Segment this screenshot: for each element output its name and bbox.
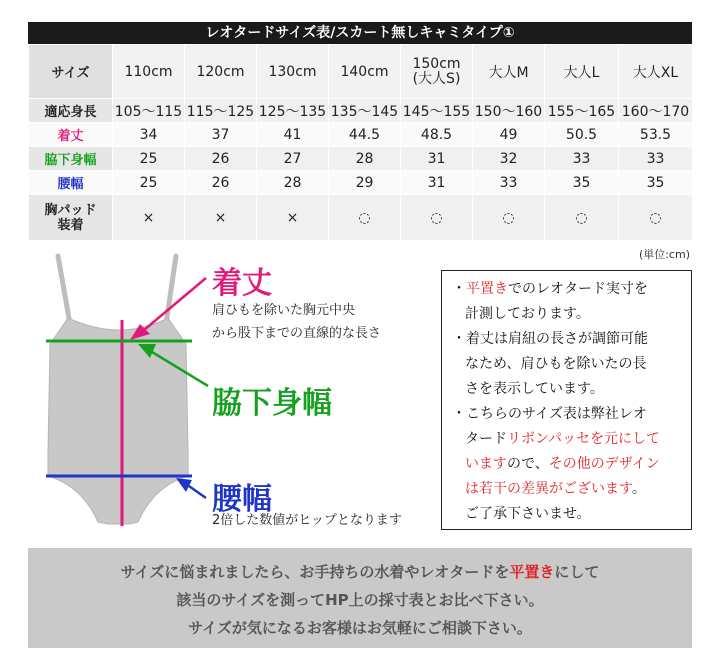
flat-lay-highlight: 平置き: [466, 281, 508, 297]
table-cell: 35: [545, 171, 619, 195]
row-label: 適応身長: [29, 99, 113, 123]
table-row-chest: [29, 147, 693, 171]
table-cell: 35: [619, 171, 693, 195]
table-cell: 37: [185, 123, 257, 147]
row-label-pad: [29, 195, 113, 241]
table-cell: 26: [185, 171, 257, 195]
table-header-row: [29, 45, 693, 99]
note-line: なため、肩ひもを除いたの長: [465, 356, 647, 372]
table-cell: 41: [257, 123, 329, 147]
note-line: ・平置きでのレオタード実寸を: [452, 281, 648, 297]
table-cell: ◌: [545, 195, 619, 241]
table-cell: 125〜135: [257, 99, 329, 123]
table-cell: 33: [619, 147, 693, 171]
flat-lay-highlight: 平置き: [509, 563, 555, 581]
table-cell: 34: [113, 123, 185, 147]
size-cell: 140cm: [329, 45, 401, 99]
table-cell: 25: [113, 147, 185, 171]
table-cell: 145〜155: [401, 99, 473, 123]
table-cell: 28: [329, 147, 401, 171]
table-cell: 28: [257, 171, 329, 195]
table-cell: 33: [545, 147, 619, 171]
advice-banner: [28, 548, 692, 648]
pad-label-line: 胸パッド: [44, 202, 97, 218]
table-cell: 31: [401, 147, 473, 171]
table-cell: ◌: [619, 195, 693, 241]
table-cell: 53.5: [619, 123, 693, 147]
table-cell: 26: [185, 147, 257, 171]
table-cell: ◌: [401, 195, 473, 241]
table-cell: ◌: [473, 195, 545, 241]
table-cell: 160〜170: [619, 99, 693, 123]
hip-desc: 2倍した数値がヒップとなります: [212, 513, 402, 528]
table-cell: 135〜145: [329, 99, 401, 123]
table-cell: 155〜165: [545, 99, 619, 123]
table-cell: 27: [257, 147, 329, 171]
size-cell: 130cm: [257, 45, 329, 99]
size-cell: 110cm: [113, 45, 185, 99]
table-cell: ×: [185, 195, 257, 241]
banner-line: サイズに悩まれましたら、お手持ちの水着やレオタードを平置きにして: [120, 563, 600, 581]
length-title: 着丈: [212, 266, 272, 301]
notes-box: [441, 270, 692, 530]
row-label: 着丈: [29, 123, 113, 147]
size-sub: (大人S): [412, 70, 461, 87]
note-line: さを表示しています。: [465, 381, 604, 397]
row-label: 腰幅: [29, 171, 113, 195]
size-cell: 120cm: [185, 45, 257, 99]
size-main: 150cm: [412, 55, 461, 72]
note-line: いますので、その他のデザイン: [465, 456, 660, 472]
table-cell: 44.5: [329, 123, 401, 147]
table-row-length: [29, 123, 693, 147]
right-strap: [166, 256, 176, 324]
size-table: [28, 44, 693, 241]
table-cell: 29: [329, 171, 401, 195]
size-cell: 大人M: [473, 45, 545, 99]
table-cell: 25: [113, 171, 185, 195]
length-arrow: [144, 278, 206, 330]
table-cell: ×: [257, 195, 329, 241]
table-cell: 50.5: [545, 123, 619, 147]
hip-title: 腰幅: [212, 482, 272, 517]
note-line: ・こちらのサイズ表は弊社レオ: [452, 406, 647, 422]
size-cell: 大人XL: [619, 45, 693, 99]
table-cell: 115〜125: [185, 99, 257, 123]
table-row-pad: [29, 195, 693, 241]
unit-note: (単位:cm): [638, 248, 690, 261]
leotard-diagram: [26, 252, 236, 542]
note-line: は若干の差異がございます。: [465, 481, 646, 497]
table-cell: 31: [401, 171, 473, 195]
header-label: サイズ: [29, 45, 113, 99]
table-cell: ×: [113, 195, 185, 241]
note-line: ・着丈は肩紐の長さが調節可能: [452, 331, 648, 347]
length-desc-2: から股下までの直線的な長さ: [212, 326, 382, 341]
hip-arrow: [186, 484, 206, 498]
note-line: タードリボンパッセを元にして: [465, 431, 661, 447]
table-row-height: [29, 99, 693, 123]
note-line: 計測しております。: [465, 306, 590, 322]
table-row-hip: [29, 171, 693, 195]
chest-title: 脇下身幅: [212, 386, 332, 421]
size-table-title: レオタードサイズ表/スカート無しキャミタイプ①: [28, 22, 692, 44]
row-label: 脇下身幅: [29, 147, 113, 171]
size-cell-150: [401, 45, 473, 99]
table-cell: ◌: [329, 195, 401, 241]
banner-line: サイズが気になるお客様はお気軽にご相談下さい。: [188, 619, 532, 637]
leotard-body: [48, 318, 188, 524]
table-cell: 49: [473, 123, 545, 147]
length-desc-1: 肩ひもを除いた胸元中央: [212, 303, 356, 318]
left-strap: [58, 256, 70, 324]
size-cell: 大人L: [545, 45, 619, 99]
pad-label-line: 装着: [57, 217, 84, 233]
note-line: ご了承下さいませ。: [465, 506, 591, 522]
table-cell: 32: [473, 147, 545, 171]
table-cell: 105〜115: [113, 99, 185, 123]
table-cell: 150〜160: [473, 99, 545, 123]
table-cell: 48.5: [401, 123, 473, 147]
banner-line: 該当のサイズを測ってHP上の採寸表とお比べ下さい。: [176, 591, 544, 609]
table-cell: 33: [473, 171, 545, 195]
